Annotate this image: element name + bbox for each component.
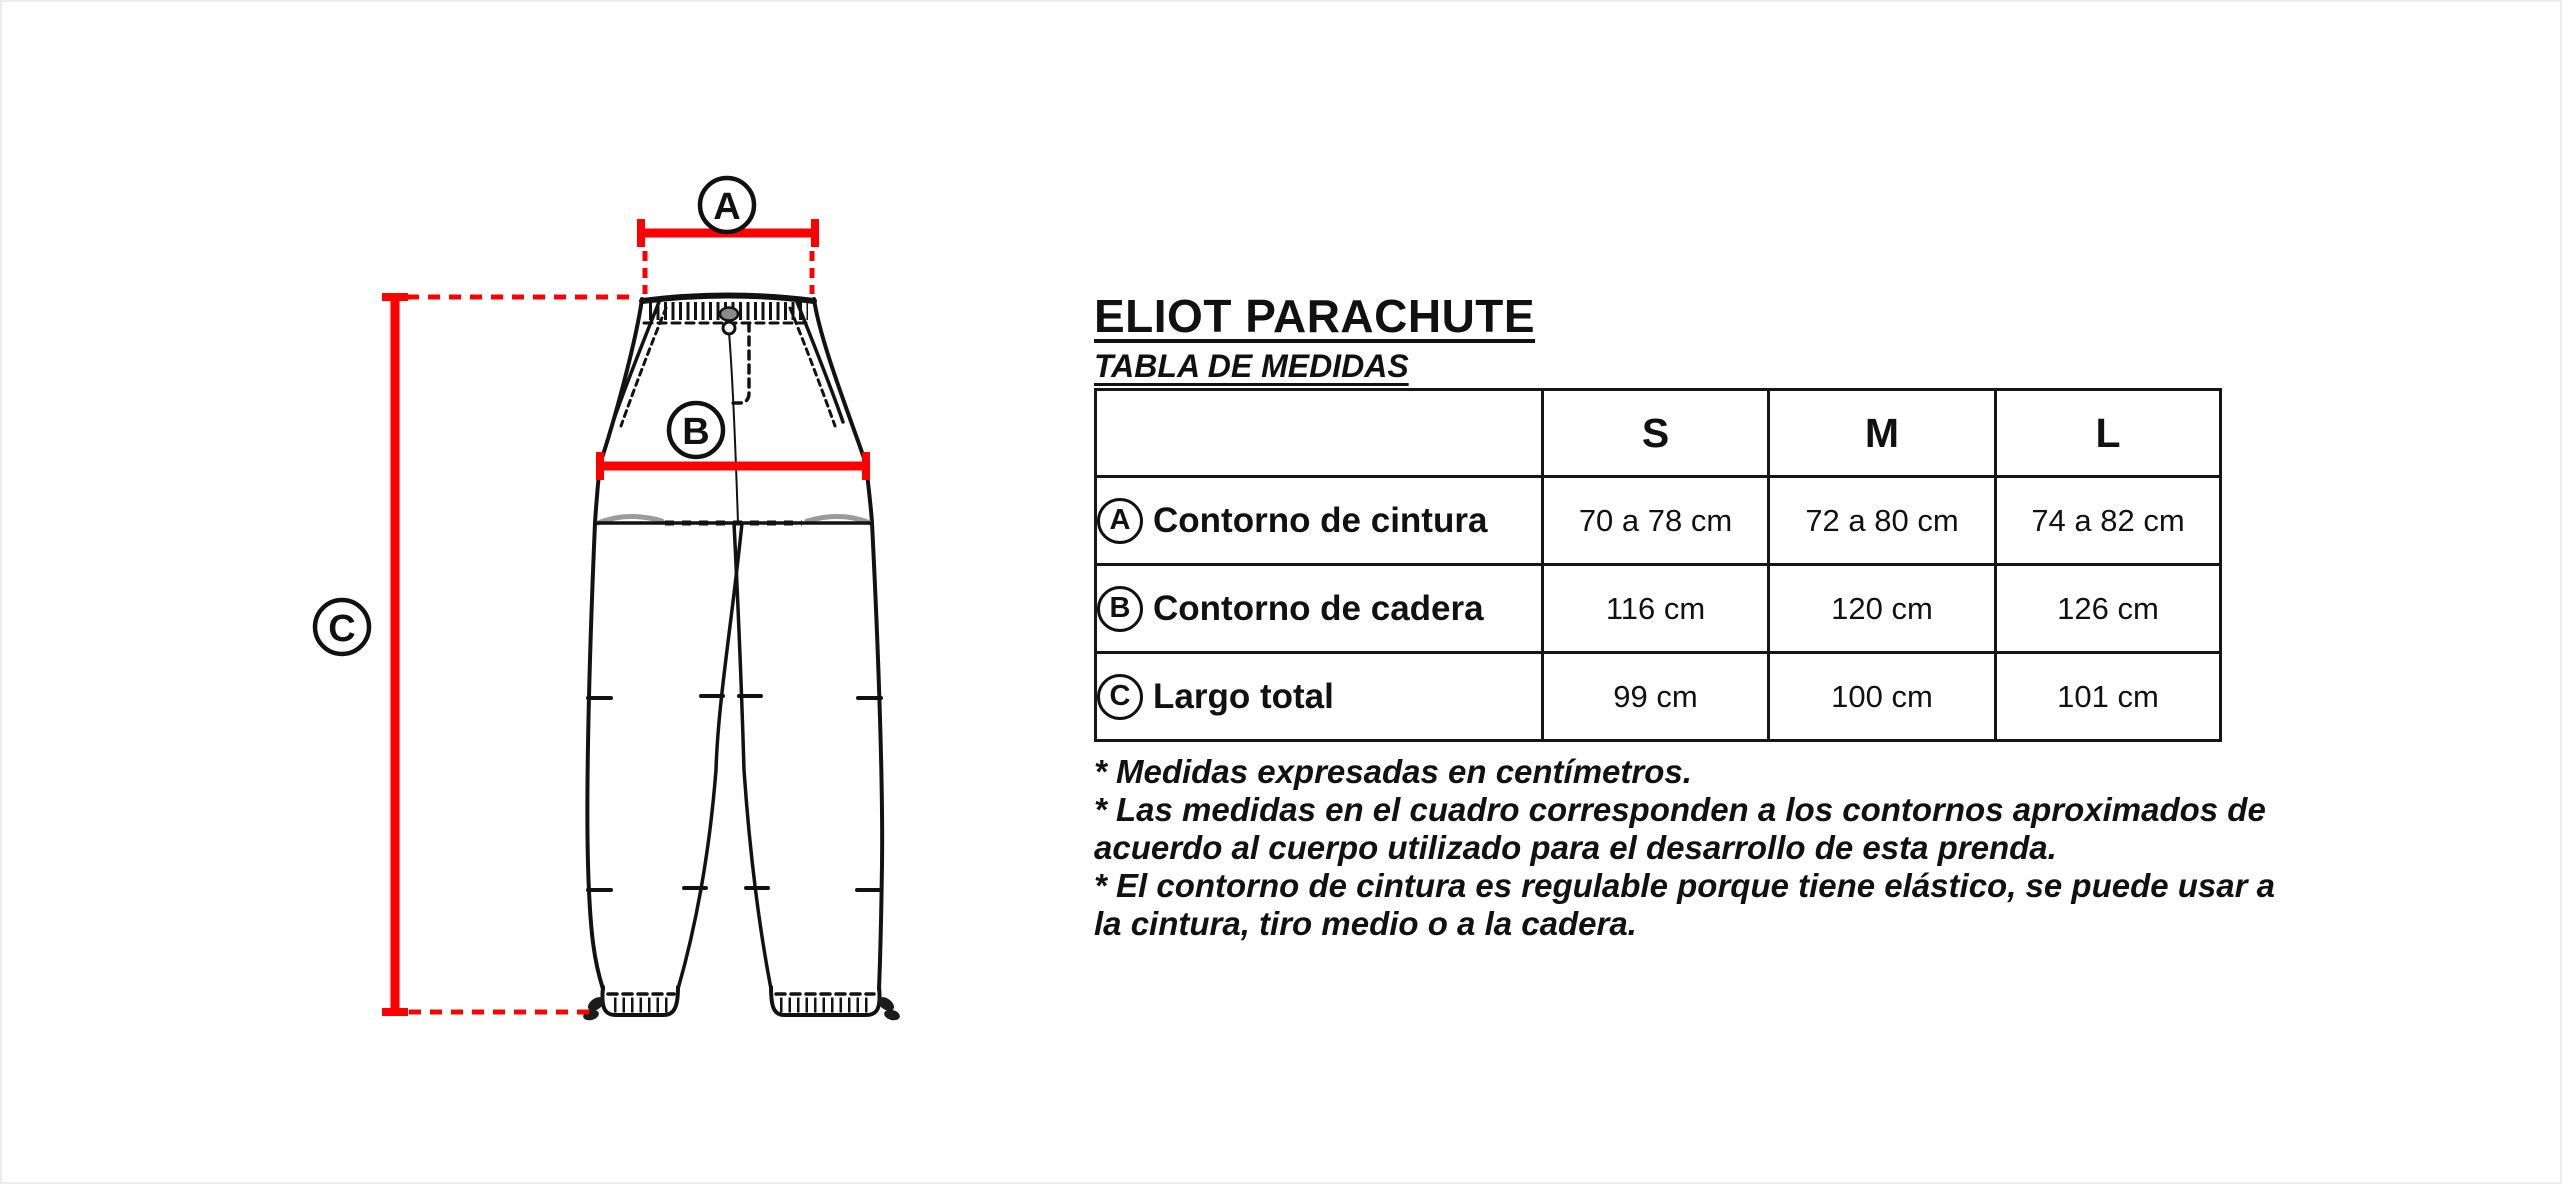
knee-tick-marks	[588, 696, 881, 890]
center-front-seam	[729, 332, 738, 523]
table-subtitle: TABLA DE MEDIDAS	[1094, 348, 1409, 384]
table-row-hip	[1096, 565, 2221, 653]
marker-c-letter: C	[328, 608, 356, 650]
row-label-cell	[1096, 477, 1543, 565]
row-label-text: Contorno de cintura	[1153, 500, 1488, 540]
value-cell: 99 cm	[1543, 653, 1769, 741]
footnotes	[1094, 753, 2279, 943]
right-side-seam	[814, 299, 872, 523]
value-cell: 100 cm	[1769, 653, 1996, 741]
left-hem-cuff	[602, 987, 678, 1015]
row-letter-badge: B	[1097, 586, 1143, 632]
row-label-cell	[1096, 653, 1543, 741]
measure-c-length	[382, 297, 638, 1012]
measure-b-hip	[600, 452, 866, 480]
footnote: * Medidas expresadas en centímetros.	[1094, 753, 1692, 790]
table-row-length	[1096, 653, 2221, 741]
value-cell: 116 cm	[1543, 565, 1769, 653]
row-label-cell	[1096, 565, 1543, 653]
row-label-text: Contorno de cadera	[1153, 588, 1484, 628]
right-leg-outer	[872, 523, 882, 989]
pants-drawing	[582, 296, 901, 1022]
marker-c-circle	[315, 600, 369, 654]
marker-a-letter: A	[713, 186, 741, 228]
row-letter-badge: C	[1097, 674, 1143, 720]
size-table	[1094, 388, 2222, 742]
fly-stitch	[732, 323, 749, 403]
hem-drawstring-toggles	[582, 994, 901, 1022]
marker-b-circle	[669, 403, 723, 457]
left-leg-inseam	[678, 523, 742, 989]
value-cell: 101 cm	[1996, 653, 2221, 741]
value-cell: 74 a 82 cm	[1996, 477, 2221, 565]
right-leg-inseam	[734, 523, 771, 989]
footnote: * El contorno de cintura es regulable porque tiene elástico, se puede usar a la cintura, tiro medio o a la cadera.	[1094, 867, 2275, 942]
footnote: * Las medidas en el cuadro corresponden a los contornos aproximados de acuerdo al cuerpo utilizado para el desarrollo de esta prenda.	[1094, 791, 2266, 866]
value-cell: 70 a 78 cm	[1543, 477, 1769, 565]
diagram-markers	[315, 178, 754, 654]
marker-a-circle	[700, 178, 754, 232]
column-header-l: L	[1996, 390, 2221, 477]
waist-drawstring-toggle	[720, 308, 738, 335]
value-cell: 120 cm	[1769, 565, 1996, 653]
marker-b-letter: B	[682, 411, 710, 453]
right-hem-cuff	[771, 987, 880, 1015]
table-row-waist	[1096, 477, 2221, 565]
value-cell: 126 cm	[1996, 565, 2221, 653]
size-table-header-row	[1096, 390, 2221, 477]
column-header-s: S	[1543, 390, 1769, 477]
row-letter-badge: A	[1097, 498, 1143, 544]
column-header-m: M	[1769, 390, 1996, 477]
value-cell: 72 a 80 cm	[1769, 477, 1996, 565]
product-title: ELIOT PARACHUTE	[1094, 290, 1536, 342]
corner-cell	[1096, 390, 1543, 477]
row-label-text: Largo total	[1153, 676, 1334, 716]
left-leg-outer	[587, 523, 603, 989]
measurement-lines	[382, 219, 866, 1012]
